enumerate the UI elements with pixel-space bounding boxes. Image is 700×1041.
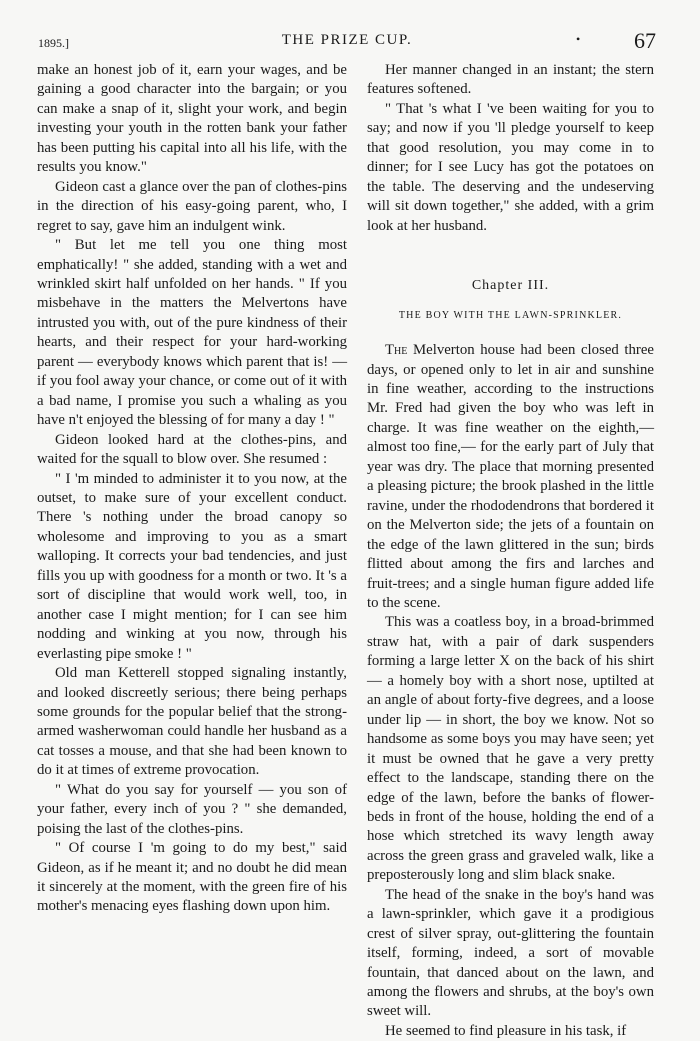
opening-word: The [385,342,408,359]
header-mark: • [576,32,581,46]
paragraph: This was a coatless boy, in a broad-brimmed straw hat, with a pair of dark suspenders forming a large letter X on the back of his shirt — a homely boy with a short nose, uptilted at an angle of about forty-five degrees, and a loose under lip — in short, the boy we know. Not so handsome as some boys you may have seen; yet it must be owned that he gave a very pretty effect to the landscape, standing there on the edge of the lawn, before the banks of flower-beds in front of the house, holding the end of a hose which stretched its wavy length away across the green grass and graveled walk, like a preposterously long and slim black snake. [367,614,654,884]
paragraph: Gideon looked hard at the clothes-pins, and waited for the squall to blow over. She resumed : [37,431,347,468]
paragraph [367,341,654,613]
paragraph-text: Melverton house had been closed three days, or opened only to let in air and sunshine in fine weather, according to the instructions Mr. Fred had given the boy who was left in charge. It was fine weather on the eighth,— almost too fine,— for the early part of July that year was dry. The place that morning presented a pleasing picture; the brook plashed in the little ravine, under the rhododendrons that bordered it on the Melverton side; the jets of a fountain on the edge of the lawn glittered in the sun; birds flitted about among the firs and larches and fruit-trees; and a single human figure added life to the scene. [367,342,654,611]
paragraph: make an honest job of it, earn your wages, and be gaining a good character into the bargain; or you can make a snap of it, slight your work, and begin investing your youth in the rotten bank your father has been putting his capital into all his life, with the results you know." [37,62,347,176]
header-title: THE PRIZE CUP. [281,32,413,48]
paragraph: He seemed to find pleasure in his task, if [385,1022,627,1039]
left-column [37,61,347,917]
paragraph: " What do you say for yourself — you son of your father, every inch of you ? " she demanded, poising the last of the clothes-pins. [37,781,347,837]
paragraph: " That 's what I 've been waiting for you to say; and now if you 'll pledge yourself to keep that good resolution, you may come in to dinner; for I see Lucy has got the potatoes on the table. The deserving and the undeserving will sit down together," she added, with a grim look at her husband. [367,100,654,234]
right-column [367,61,654,1041]
paragraph: " Of course I 'm going to do my best," said Gideon, as if he meant it; and no doubt he did mean it sincerely at the moment, with the green fire of his mother's menacing eyes flashing down upon him. [37,840,347,915]
paragraph: " I 'm minded to administer it to you now, at the outset, to make sure of your excellent conduct. There 's nothing under the broad canopy so wholesome and improving to you as a smart walloping. It corrects your bad tendencies, and just fills you up with goodness for a month or two. It 's a sort of discipline that would work well, too, in another case I might mention; for I can see him nodding and winking at you now, through his everlasting pipe smoke ! " [37,470,347,662]
page-number: 67 [634,28,656,53]
chapter-subtitle: THE BOY WITH THE LAWN-SPRINKLER. [398,310,623,322]
paragraph: The head of the snake in the boy's hand was a lawn-sprinkler, which gave it a prodigious crest of silver spray, out-glittering the fountain itself, forming, indeed, a sort of movable fountain, that danced about on the lawn, and among the flowers and shrubs, at the boy's own sweet will. [367,886,654,1020]
paragraph: Old man Ketterell stopped signaling instantly, and looked discreetly serious; there being perhaps some grounds for the popular belief that the strong-armed washerwoman could handle her husband as a cat tosses a mouse, and that she had been known to do it at times of extreme provocation. [37,665,347,779]
chapter-heading: Chapter III. [471,278,550,294]
header-year: 1895.] [38,36,69,50]
paragraph: Gideon cast a glance over the pan of clothes-pins in the direction of his easy-going parent, who, I regret to say, gave him an indulgent wink. [37,178,347,234]
paragraph: Her manner changed in an instant; the stern features softened. [367,62,654,98]
running-head [38,30,656,56]
paragraph: " But let me tell you one thing most emphatically! " she added, standing with a wet and wrinkled skirt half unfolded on her hands. " If you misbehave in the matters the Melvertons have intrusted you with, out of the pure kindness of their hearts, and their respect for your hard-working parent — everybody knows which parent that is! — if you fool away your chance, or come out of it with a bad name, I promise you such a whaling as you have n't enjoyed the blessing of for many a day ! " [37,237,347,429]
